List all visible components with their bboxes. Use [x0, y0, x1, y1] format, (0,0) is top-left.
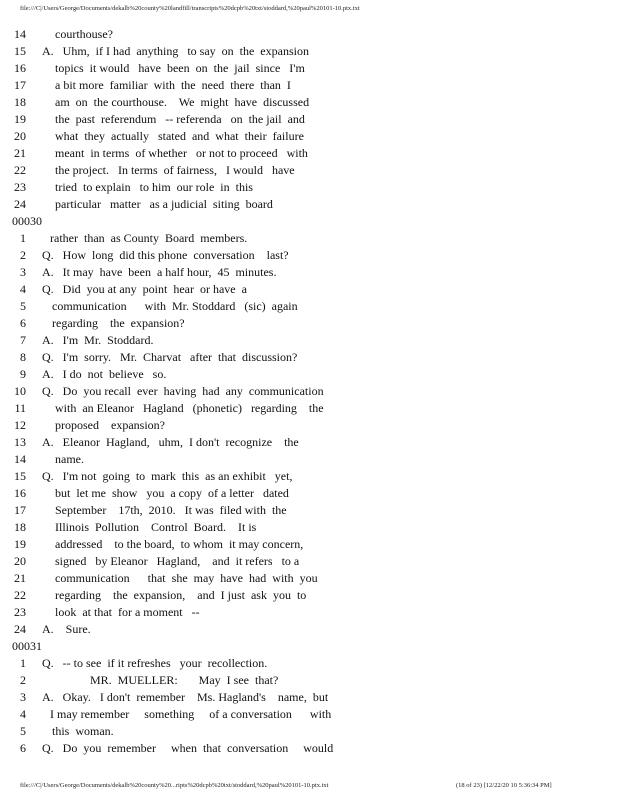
- line-text: particular matter as a judicial siting board: [55, 197, 273, 211]
- line-text: topics it would have been on the jail since I'm: [55, 61, 305, 75]
- transcript-line: [0, 723, 618, 740]
- line-text: Q. I'm sorry. Mr. Charvat after that discussion?: [42, 350, 298, 364]
- line-number: 16: [14, 61, 26, 75]
- line-text: Q. Do you recall ever having had any communication: [42, 384, 324, 398]
- transcript-line: [0, 145, 618, 162]
- line-number: 16: [14, 486, 26, 500]
- line-number: 1: [20, 231, 26, 245]
- line-number: 22: [14, 163, 26, 177]
- transcript-line: [0, 706, 618, 723]
- transcript-line: [0, 740, 618, 757]
- transcript-line: [0, 366, 618, 383]
- line-text: Q. How long did this phone conversation last?: [42, 248, 289, 262]
- line-text: am on the courthouse. We might have discussed: [55, 95, 310, 109]
- line-number: 21: [14, 146, 26, 160]
- transcript-line: [0, 196, 618, 213]
- line-text: A. It may have been a half hour, 45 minutes.: [42, 265, 277, 279]
- line-number: 14: [14, 452, 26, 466]
- transcript-line: [0, 434, 618, 451]
- line-text: Q. Did you at any point hear or have a: [42, 282, 247, 296]
- line-text: I may remember something of a conversation with: [50, 707, 332, 721]
- file-path-footer: file:///C|/Users/George/Documents/dekalb%20county%20...ripts%20dcpb%20txt/stoddard,%20paul%20101-10.ptx.txt: [20, 782, 329, 789]
- line-number: 19: [14, 112, 26, 126]
- line-number: 6: [20, 741, 26, 755]
- line-text: meant in terms of whether or not to proceed with: [55, 146, 308, 160]
- transcript-line: [0, 43, 618, 60]
- line-number: 18: [14, 95, 26, 109]
- line-text: Q. Do you remember when that conversation would: [42, 741, 334, 755]
- line-number: 3: [20, 690, 26, 704]
- transcript-line: [0, 26, 618, 43]
- line-number: 19: [14, 537, 26, 551]
- line-number: 12: [14, 418, 26, 432]
- line-number: 8: [20, 350, 26, 364]
- line-text: this woman.: [52, 724, 114, 738]
- line-number: 7: [20, 333, 26, 347]
- line-number: 23: [14, 180, 26, 194]
- transcript-line: [0, 230, 618, 247]
- line-text: A. Okay. I don't remember Ms. Hagland's name, but: [42, 690, 329, 704]
- line-text: September 17th, 2010. It was filed with the: [55, 503, 287, 517]
- line-number: 17: [14, 503, 26, 517]
- line-text: but let me show you a copy of a letter dated: [55, 486, 289, 500]
- transcript-line: [0, 587, 618, 604]
- line-number: 1: [20, 656, 26, 670]
- transcript-line: [0, 621, 618, 638]
- line-text: a bit more familiar with the need there than I: [55, 78, 291, 92]
- line-number: 21: [14, 571, 26, 585]
- line-text: A. I do not believe so.: [42, 367, 167, 381]
- line-number: 11: [14, 401, 26, 415]
- line-number: 2: [20, 673, 26, 687]
- transcript-line: [0, 332, 618, 349]
- transcript-line: [0, 162, 618, 179]
- line-number: 23: [14, 605, 26, 619]
- line-number: 18: [14, 520, 26, 534]
- line-number: 6: [20, 316, 26, 330]
- line-number: 20: [14, 129, 26, 143]
- transcript-line: [0, 111, 618, 128]
- line-text: the project. In terms of fairness, I would have: [55, 163, 295, 177]
- line-text: A. I'm Mr. Stoddard.: [42, 333, 154, 347]
- line-number: 14: [14, 27, 26, 41]
- transcript-line: [0, 349, 618, 366]
- line-text: regarding the expansion?: [52, 316, 185, 330]
- transcript-line: [0, 77, 618, 94]
- transcript-line: [0, 60, 618, 77]
- line-number: 17: [14, 78, 26, 92]
- transcript-line: [0, 128, 618, 145]
- line-text: the past referendum -- referenda on the jail and: [55, 112, 305, 126]
- transcript-line: [0, 553, 618, 570]
- page-number-marker: [0, 213, 618, 230]
- line-number: 00030: [12, 214, 42, 228]
- transcript-line: [0, 94, 618, 111]
- transcript-line: [0, 536, 618, 553]
- line-number: 3: [20, 265, 26, 279]
- transcript-line: [0, 502, 618, 519]
- line-text: name.: [55, 452, 84, 466]
- transcript-line: [0, 604, 618, 621]
- line-number: 00031: [12, 639, 42, 653]
- transcript-line: [0, 298, 618, 315]
- transcript-line: [0, 179, 618, 196]
- line-text: A. Uhm, if I had anything to say on the expansion: [42, 44, 309, 58]
- line-number: 10: [14, 384, 26, 398]
- line-number: 13: [14, 435, 26, 449]
- line-text: what they actually stated and what their failure: [55, 129, 304, 143]
- transcript-body: [0, 26, 618, 757]
- line-number: 15: [14, 44, 26, 58]
- transcript-line: [0, 672, 618, 689]
- transcript-line: [0, 519, 618, 536]
- line-text: signed by Eleanor Hagland, and it refers to a: [55, 554, 300, 568]
- transcript-line: [0, 655, 618, 672]
- line-text: communication with Mr. Stoddard (sic) again: [52, 299, 298, 313]
- transcript-line: [0, 451, 618, 468]
- transcript-line: [0, 417, 618, 434]
- transcript-line: [0, 400, 618, 417]
- line-text: proposed expansion?: [55, 418, 165, 432]
- line-number: 24: [14, 622, 26, 636]
- line-number: 20: [14, 554, 26, 568]
- line-text: addressed to the board, to whom it may concern,: [55, 537, 304, 551]
- line-number: 9: [20, 367, 26, 381]
- line-number: 15: [14, 469, 26, 483]
- transcript-line: [0, 689, 618, 706]
- page-info-footer: (18 of 23) [12/22/20 10 5:36:34 PM]: [456, 782, 552, 789]
- transcript-line: [0, 247, 618, 264]
- line-text: Q. I'm not going to mark this as an exhibit yet,: [42, 469, 293, 483]
- line-text: look at that for a moment --: [55, 605, 200, 619]
- transcript-line: [0, 570, 618, 587]
- line-text: communication that she may have had with you: [55, 571, 318, 585]
- file-path-header: file:///C|/Users/George/Documents/dekalb%20county%20landfill/transcripts%20dcpb%20txt/stoddard,%20paul%20101-10.ptx.txt: [20, 5, 360, 12]
- line-text: MR. MUELLER: May I see that?: [90, 673, 279, 687]
- transcript-line: [0, 264, 618, 281]
- line-text: A. Eleanor Hagland, uhm, I don't recognize the: [42, 435, 299, 449]
- line-number: 4: [20, 707, 26, 721]
- transcript-line: [0, 468, 618, 485]
- line-text: A. Sure.: [42, 622, 91, 636]
- line-text: Illinois Pollution Control Board. It is: [55, 520, 257, 534]
- line-number: 4: [20, 282, 26, 296]
- transcript-line: [0, 383, 618, 400]
- transcript-line: [0, 485, 618, 502]
- line-text: with an Eleanor Hagland (phonetic) regarding the: [55, 401, 324, 415]
- line-number: 5: [20, 724, 26, 738]
- line-text: regarding the expansion, and I just ask you to: [55, 588, 307, 602]
- line-text: Q. -- to see if it refreshes your recollection.: [42, 656, 268, 670]
- line-text: courthouse?: [55, 27, 113, 41]
- line-number: 5: [20, 299, 26, 313]
- transcript-line: [0, 315, 618, 332]
- line-text: tried to explain to him our role in this: [55, 180, 253, 194]
- line-number: 24: [14, 197, 26, 211]
- line-number: 2: [20, 248, 26, 262]
- line-text: rather than as County Board members.: [50, 231, 248, 245]
- transcript-line: [0, 281, 618, 298]
- page-number-marker: [0, 638, 618, 655]
- line-number: 22: [14, 588, 26, 602]
